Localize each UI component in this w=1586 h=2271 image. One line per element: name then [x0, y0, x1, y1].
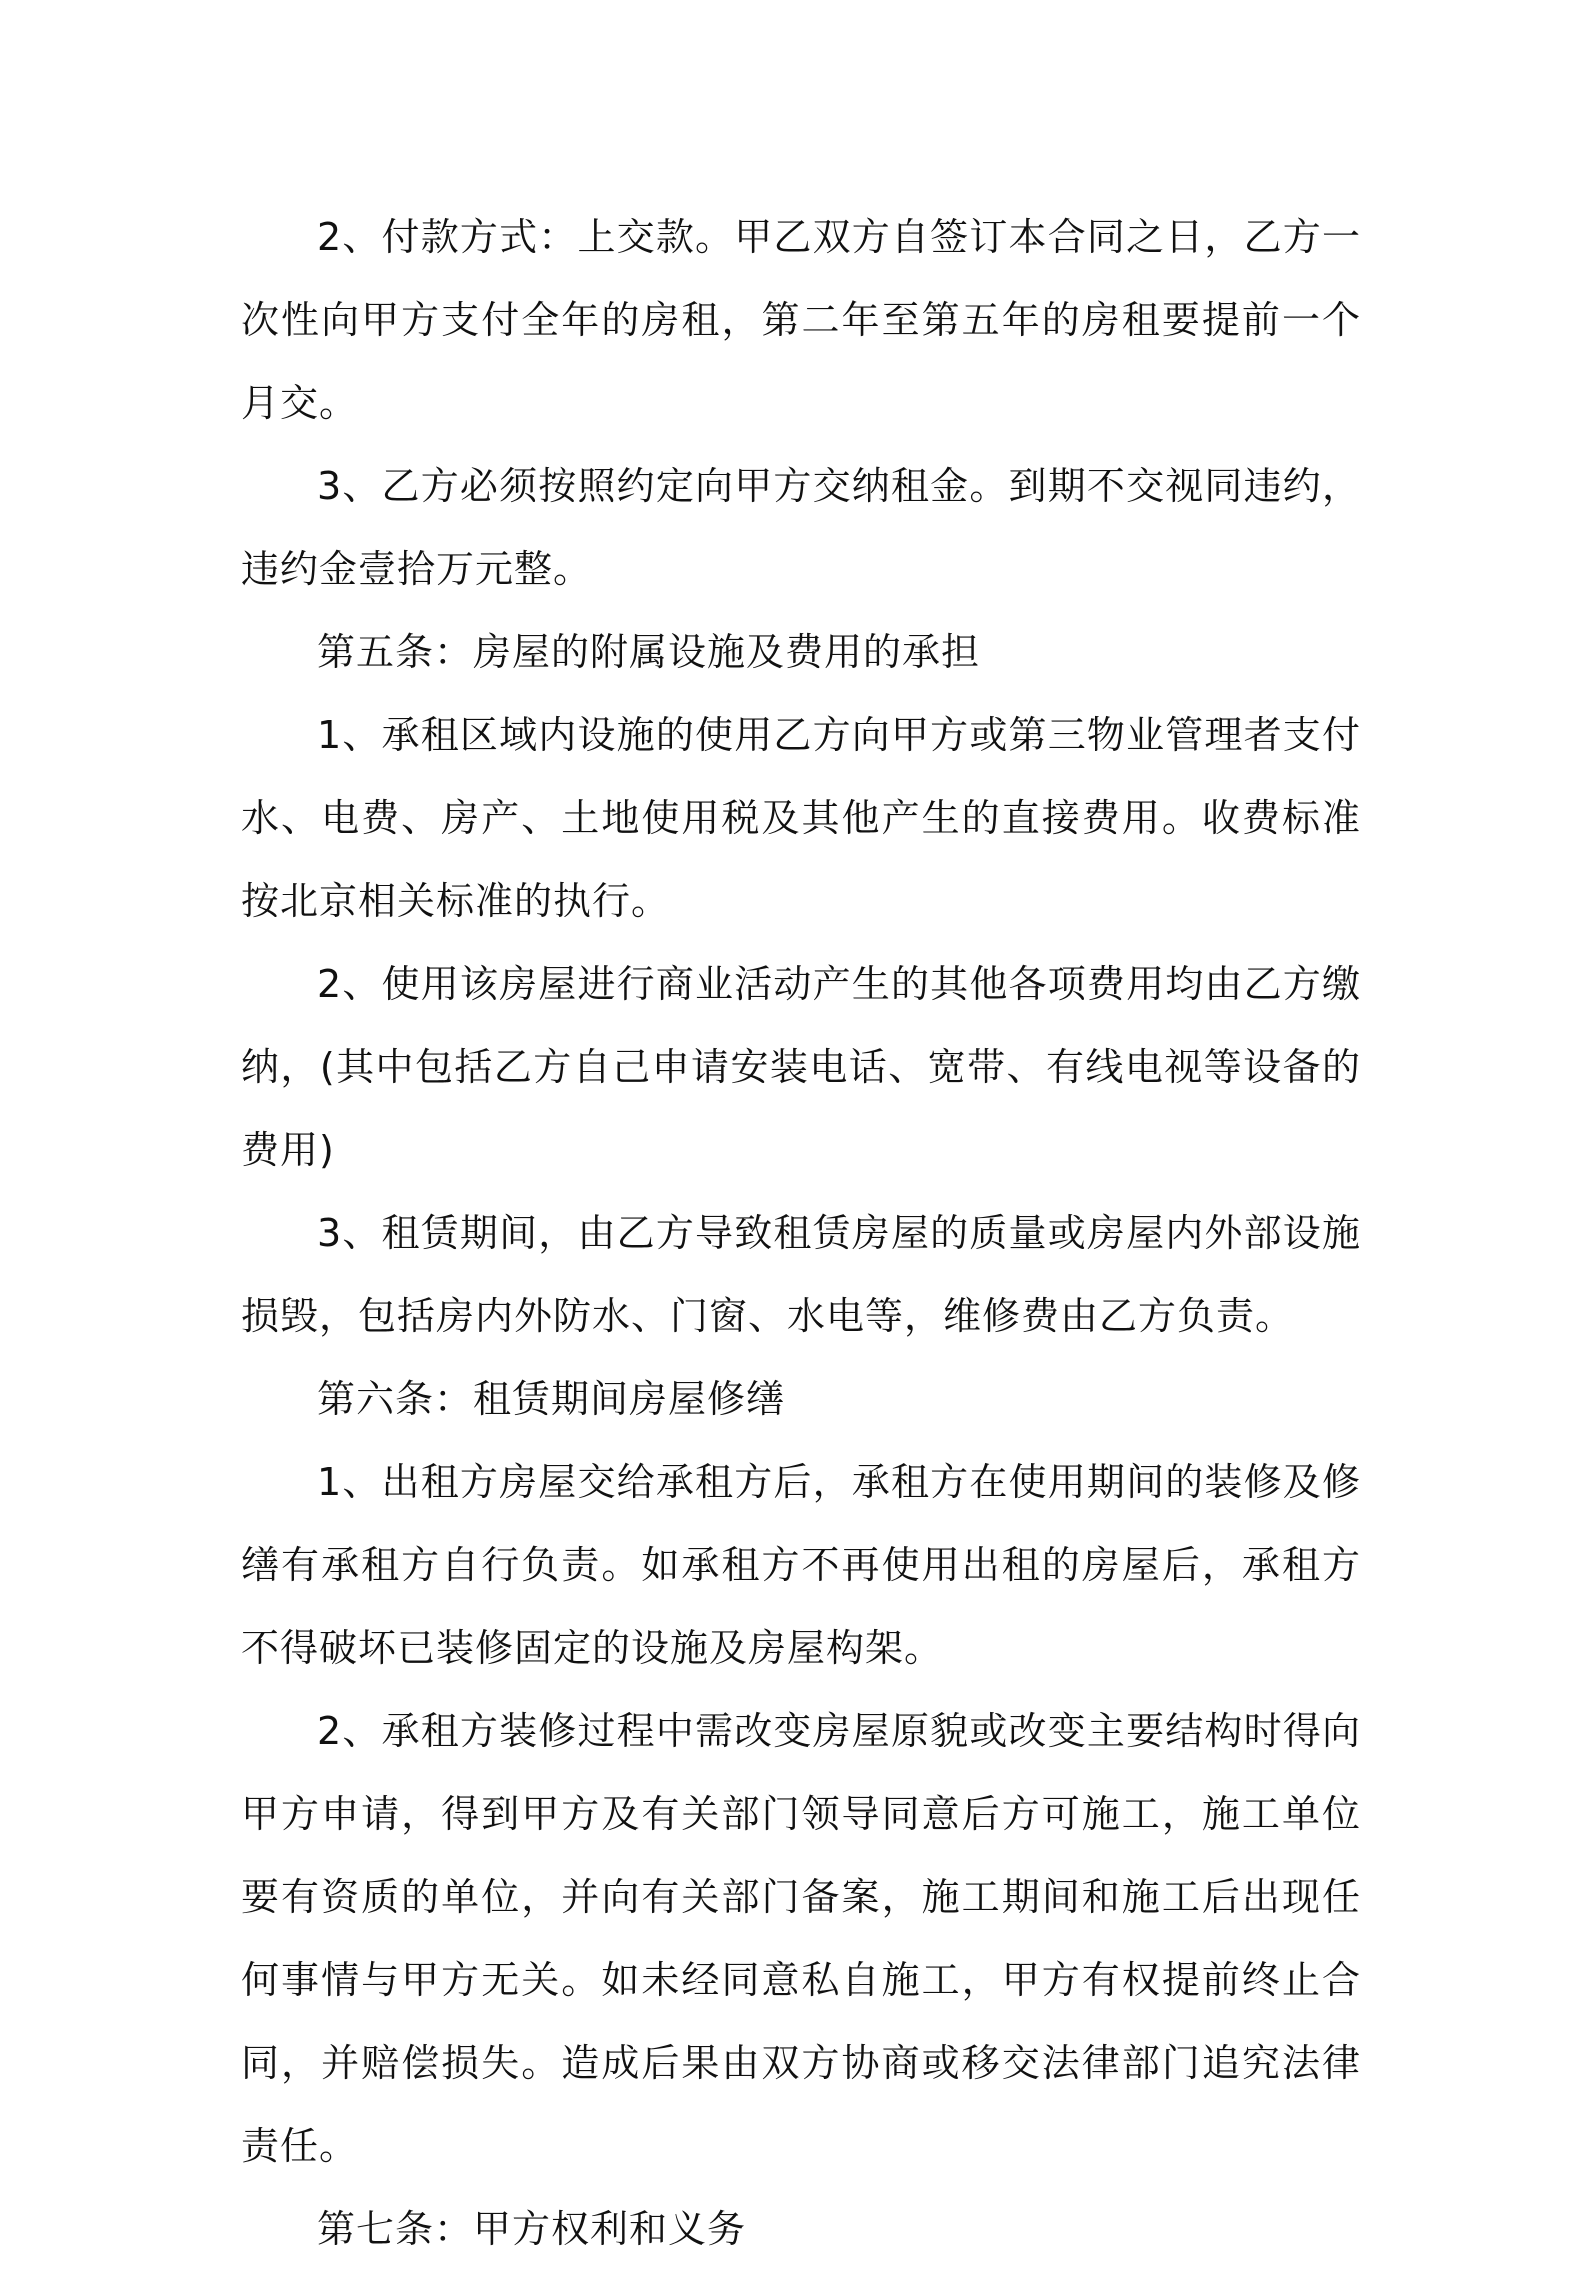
- damage-repair-clause: 3、租赁期间，由乙方导致租赁房屋的质量或房屋内外部设施损毁，包括房内外防水、门窗、水电等，维修费由乙方负责。: [241, 1211, 1361, 1338]
- renovation-responsibility-clause: 1、出租方房屋交给承租方后，承租方在使用期间的装修及修缮有承租方自行负责。如承租方不再使用出租的房屋后，承租方不得破坏已装修固定的设施及房屋构架。: [241, 1460, 1361, 1670]
- payment-method-clause: 2、付款方式：上交款。甲乙双方自签订本合同之日，乙方一次性向甲方支付全年的房租，第二年至第五年的房租要提前一个月交。: [241, 215, 1361, 425]
- article-five-heading: 第五条：房屋的附属设施及费用的承担: [317, 630, 981, 674]
- business-fee-clause: 2、使用该房屋进行商业活动产生的其他各项费用均由乙方缴纳，(其中包括乙方自己申请安装电话、宽带、有线电视等设备的费用): [241, 962, 1361, 1172]
- document-body: [241, 196, 1361, 2271]
- article-seven-heading: 第七条：甲方权利和义务: [317, 2207, 747, 2251]
- facilities-fee-clause: 1、承租区域内设施的使用乙方向甲方或第三物业管理者支付水、电费、房产、土地使用税及其他产生的直接费用。收费标准按北京相关标准的执行。: [241, 713, 1361, 923]
- rent-penalty-clause: 3、乙方必须按照约定向甲方交纳租金。到期不交视同违约，违约金壹拾万元整。: [241, 464, 1361, 591]
- article-six-heading: 第六条：租赁期间房屋修缮: [317, 1377, 786, 1421]
- structural-change-clause: 2、承租方装修过程中需改变房屋原貌或改变主要结构时得向甲方申请，得到甲方及有关部门领导同意后方可施工，施工单位要有资质的单位，并向有关部门备案，施工期间和施工后出现任何事情与甲方无关。如未经同意私自施工，甲方有权提前终止合同，并赔偿损失。造成后果由双方协商或移交法律部门追究法律责任。: [241, 1709, 1361, 2168]
